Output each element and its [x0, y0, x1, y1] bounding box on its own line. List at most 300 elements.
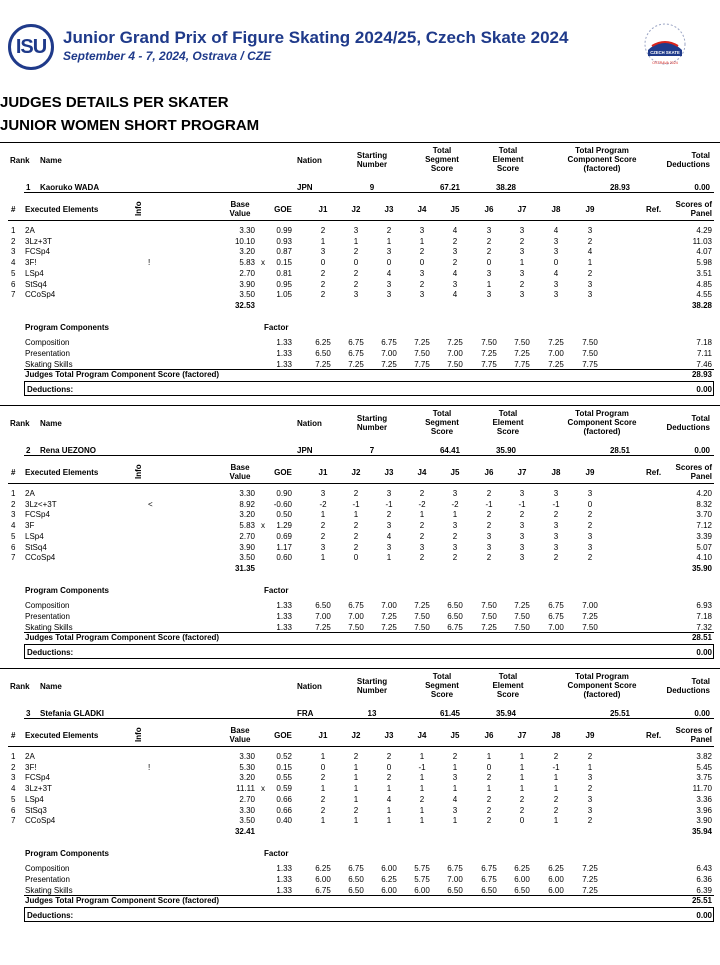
element-row: [0, 763, 720, 774]
nation-header: Nation: [297, 419, 322, 428]
element-name: 3F!: [25, 762, 37, 772]
component-name: Skating Skills: [25, 886, 73, 895]
event-subtitle: September 4 - 7, 2024, Ostrava / CZE: [63, 49, 272, 63]
judge-mark: 2: [519, 279, 525, 289]
judge-mark: 1: [452, 762, 458, 772]
judge-mark: 3: [353, 290, 359, 300]
nation-header: Nation: [297, 156, 322, 165]
judge-mark: 1: [320, 510, 326, 520]
judge-mark: 3: [452, 489, 458, 498]
judge-mark: 3: [587, 290, 593, 300]
divider: [24, 658, 714, 659]
event-logo-year: OSTRAVA 2024: [652, 61, 678, 65]
judge-mark: 3: [486, 226, 492, 235]
element-number: 1: [11, 226, 16, 235]
judge-header: J8: [551, 205, 561, 214]
base-value-header: Value: [229, 472, 251, 481]
judge-mark: 3: [386, 279, 392, 289]
judge-mark: 2: [486, 773, 492, 783]
component-name: Composition: [25, 338, 70, 347]
hash-header: #: [11, 205, 16, 214]
judge-component-mark: 7.25: [548, 360, 564, 369]
judge-mark: 0: [587, 499, 593, 509]
name-header: Name: [40, 419, 62, 428]
judge-mark: 3: [320, 489, 326, 498]
judge-header: J4: [417, 731, 427, 740]
goe-header: GOE: [274, 205, 292, 214]
element-panel-score: 4.55: [696, 290, 712, 300]
judge-mark: 1: [587, 762, 593, 772]
component-name: Composition: [25, 864, 70, 873]
tss-header: Segment: [425, 155, 459, 164]
judge-mark: 0: [320, 762, 326, 772]
goe-value: 0.50: [276, 510, 292, 520]
goe-value: 0.55: [276, 773, 292, 783]
judge-mark: 2: [353, 489, 359, 498]
judge-mark: 1: [353, 794, 359, 804]
judge-mark: 3: [386, 247, 392, 257]
tes-header: Element: [492, 418, 524, 427]
base-value-total: 32.53: [234, 301, 255, 310]
judge-mark: 4: [386, 268, 392, 278]
judge-mark: 1: [519, 773, 525, 783]
judge-mark: 2: [419, 553, 425, 563]
judge-mark: 2: [519, 236, 525, 246]
total-segment-score: 67.21: [439, 183, 460, 192]
judge-mark: 2: [419, 489, 425, 498]
judge-mark: 1: [486, 752, 492, 761]
tes-header: Score: [496, 427, 520, 436]
component-panel-score: 6.43: [696, 864, 712, 873]
element-name: StSq4: [25, 542, 47, 552]
divider: [24, 921, 714, 922]
judge-mark: 0: [320, 258, 326, 268]
pcs-header: (factored): [583, 164, 621, 173]
judge-component-mark: 7.50: [414, 349, 430, 358]
component-name: Composition: [25, 601, 70, 610]
element-score-total: 35.94: [691, 827, 712, 836]
judge-mark: 2: [486, 489, 492, 498]
judge-component-mark: 7.00: [548, 623, 564, 632]
element-info: !: [148, 258, 151, 268]
component-name: Presentation: [25, 875, 70, 884]
judge-mark: 1: [386, 784, 392, 794]
judge-mark: 3: [519, 247, 525, 257]
judge-mark: 2: [320, 805, 326, 815]
element-row: [0, 816, 720, 827]
judge-mark: 1: [419, 773, 425, 783]
ref-header: Ref.: [646, 205, 662, 214]
tss-header: Score: [430, 427, 454, 436]
element-number: 7: [11, 553, 16, 563]
component-factor: 1.33: [276, 864, 292, 873]
judge-header: J3: [384, 205, 394, 214]
pcs-total-label: Judges Total Program Component Score (factored): [25, 633, 220, 642]
judge-mark: 3: [452, 279, 458, 289]
element-panel-score: 3.51: [696, 268, 712, 278]
skater-section: [0, 403, 720, 665]
judge-component-mark: 7.50: [582, 623, 598, 632]
divider: [24, 644, 714, 645]
goe-value: 0.15: [276, 258, 292, 268]
element-row: [0, 269, 720, 280]
judge-mark: 1: [320, 236, 326, 246]
rank-header: Rank: [10, 156, 30, 165]
skater-rank: 3: [26, 709, 31, 718]
judge-component-mark: 7.25: [582, 612, 598, 621]
judge-header: J9: [585, 731, 595, 740]
judge-component-mark: 7.75: [481, 360, 497, 369]
element-number: 4: [11, 258, 16, 268]
element-number: 6: [11, 542, 16, 552]
ref-header: Ref.: [646, 731, 662, 740]
judge-mark: 4: [386, 794, 392, 804]
judge-mark: -1: [552, 762, 560, 772]
element-row: [0, 784, 720, 795]
judge-mark: 2: [452, 236, 458, 246]
judge-header: J9: [585, 468, 595, 477]
element-number: 7: [11, 290, 16, 300]
judge-mark: 1: [320, 816, 326, 826]
judge-mark: 3: [486, 290, 492, 300]
deductions-value: 0.00: [696, 385, 712, 394]
judge-mark: 3: [419, 226, 425, 235]
judge-component-mark: 7.25: [582, 886, 598, 895]
element-number: 4: [11, 784, 16, 794]
pcs-header: Total Program: [575, 409, 629, 418]
component-factor: 1.33: [276, 601, 292, 610]
base-value-total: 32.41: [234, 827, 255, 836]
divider: [24, 395, 714, 396]
component-panel-score: 6.39: [696, 886, 712, 895]
judge-mark: -1: [352, 499, 360, 509]
element-name: StSq3: [25, 805, 47, 815]
judge-mark: 2: [386, 226, 392, 235]
component-row: [0, 612, 720, 623]
goe-value: 0.66: [276, 805, 292, 815]
judge-mark: 2: [353, 752, 359, 761]
base-value: 3.90: [239, 279, 255, 289]
judge-component-mark: 6.75: [548, 612, 564, 621]
goe-value: 0.59: [276, 784, 292, 794]
judge-mark: 0: [353, 258, 359, 268]
base-value: 5.83: [239, 258, 255, 268]
program-components-header: Program Components: [25, 586, 110, 595]
element-panel-score: 7.12: [696, 521, 712, 531]
judge-component-mark: 7.25: [548, 338, 564, 347]
divider: [24, 381, 714, 382]
judge-component-mark: 7.00: [315, 612, 331, 621]
tss-header: Total: [432, 146, 452, 155]
base-value-header: Value: [229, 209, 251, 218]
total-pcs: 25.51: [609, 709, 630, 718]
judge-mark: 2: [587, 236, 593, 246]
judge-mark: 3: [587, 226, 593, 235]
program-components-header: Program Components: [25, 323, 110, 332]
element-panel-score: 11.03: [692, 236, 712, 246]
judge-mark: 3: [452, 521, 458, 531]
hash-header: #: [11, 731, 16, 740]
judge-component-mark: 6.50: [348, 875, 364, 884]
element-name: LSp4: [25, 268, 44, 278]
base-value-total: 31.35: [234, 564, 255, 573]
judge-component-mark: 6.75: [348, 349, 364, 358]
component-row: [0, 338, 720, 349]
element-name: 3F: [25, 521, 35, 531]
judge-header: J7: [517, 205, 527, 214]
judge-mark: 3: [452, 542, 458, 552]
tss-header: Total: [432, 409, 452, 418]
judge-component-mark: 7.25: [414, 601, 430, 610]
judge-mark: 1: [386, 805, 392, 815]
element-row: [0, 226, 720, 237]
judge-component-mark: 7.25: [414, 338, 430, 347]
judge-mark: 3: [519, 531, 525, 541]
skater-name: Rena UEZONO: [40, 446, 97, 455]
judge-mark: 1: [353, 510, 359, 520]
divider: [24, 192, 714, 193]
scores-of-panel-header: Scores of: [675, 726, 712, 735]
pcs-header: Component Score: [567, 418, 637, 427]
component-factor: 1.33: [276, 612, 292, 621]
divider: [713, 644, 714, 659]
goe-value: 0.90: [276, 489, 292, 498]
divider: [24, 718, 714, 719]
judge-mark: 1: [519, 784, 525, 794]
judge-mark: 1: [553, 816, 559, 826]
judge-mark: 1: [452, 816, 458, 826]
total-element-score: 38.28: [495, 183, 516, 192]
divider: [0, 405, 720, 406]
skater-name: Stefania GLADKI: [40, 709, 105, 718]
judge-mark: 2: [419, 794, 425, 804]
divider: [24, 907, 714, 908]
judge-mark: 1: [419, 752, 425, 761]
judge-mark: -2: [418, 499, 426, 509]
judge-component-mark: 6.25: [315, 864, 331, 873]
pcs-header: Total Program: [575, 146, 629, 155]
base-value: 8.92: [239, 499, 255, 509]
judge-mark: 3: [519, 226, 525, 235]
judge-mark: 2: [452, 258, 458, 268]
element-panel-score: 3.70: [696, 510, 712, 520]
tes-header: Element: [492, 155, 524, 164]
judge-mark: 3: [452, 247, 458, 257]
component-panel-score: 7.18: [696, 612, 712, 621]
judge-component-mark: 7.25: [481, 623, 497, 632]
skater-rank: 2: [26, 446, 31, 455]
judge-component-mark: 7.00: [381, 349, 397, 358]
element-number: 5: [11, 531, 16, 541]
judge-component-mark: 7.25: [348, 360, 364, 369]
element-panel-score: 3.96: [696, 805, 712, 815]
name-header: Name: [40, 156, 62, 165]
element-name: LSp4: [25, 794, 44, 804]
base-value: 3.30: [239, 226, 255, 235]
judge-component-mark: 7.50: [447, 360, 463, 369]
executed-elements-header: Executed Elements: [25, 205, 99, 214]
judge-mark: 1: [519, 258, 525, 268]
judge-mark: 4: [452, 794, 458, 804]
judge-component-mark: 7.50: [514, 338, 530, 347]
judge-mark: 1: [587, 258, 593, 268]
component-factor: 1.33: [276, 623, 292, 632]
judge-header: J5: [450, 731, 460, 740]
component-panel-score: 6.36: [696, 875, 712, 884]
base-value-header: Base: [230, 726, 250, 735]
starting-number-header: Number: [356, 423, 388, 432]
base-value: 3.20: [239, 773, 255, 783]
judge-component-mark: 7.25: [381, 612, 397, 621]
element-panel-score: 4.29: [696, 226, 712, 235]
czech-skate-logo-icon: [640, 20, 690, 70]
element-name: FCSp4: [25, 510, 50, 520]
base-value-header: Base: [230, 200, 250, 209]
deductions-header: Deductions: [666, 686, 710, 695]
deductions-header: Total: [691, 151, 710, 160]
judge-header: J9: [585, 205, 595, 214]
element-panel-score: 4.85: [696, 279, 712, 289]
judge-mark: 3: [419, 542, 425, 552]
judge-mark: 1: [320, 553, 326, 563]
deductions-header: Total: [691, 677, 710, 686]
judge-component-mark: 7.00: [447, 349, 463, 358]
judge-component-mark: 7.50: [348, 623, 364, 632]
judge-mark: 2: [353, 247, 359, 257]
judge-mark: 2: [386, 510, 392, 520]
page-subtitle: JUNIOR WOMEN SHORT PROGRAM: [0, 117, 260, 134]
judge-mark: 1: [353, 236, 359, 246]
pcs-total-label: Judges Total Program Component Score (factored): [25, 370, 220, 379]
judge-mark: 2: [587, 521, 593, 531]
element-panel-score: 3.90: [696, 816, 712, 826]
judge-mark: 2: [486, 521, 492, 531]
judge-header: J7: [517, 468, 527, 477]
judge-component-mark: 6.50: [315, 349, 331, 358]
element-row: [0, 806, 720, 817]
deductions-value: 0.00: [696, 648, 712, 657]
judge-mark: 2: [553, 510, 559, 520]
judge-component-mark: 6.75: [548, 601, 564, 610]
divider: [24, 455, 714, 456]
judge-header: J8: [551, 468, 561, 477]
judge-mark: 1: [486, 279, 492, 289]
element-name: 3Lz+3T: [25, 236, 52, 246]
judge-mark: 2: [419, 521, 425, 531]
element-panel-score: 4.20: [696, 489, 712, 498]
judge-component-mark: 6.50: [481, 886, 497, 895]
judge-mark: 3: [553, 290, 559, 300]
element-panel-score: 4.07: [696, 247, 712, 257]
component-row: [0, 864, 720, 875]
base-value: 5.83: [239, 521, 255, 531]
judge-component-mark: 7.50: [582, 349, 598, 358]
element-number: 2: [11, 499, 16, 509]
judge-mark: -1: [518, 499, 526, 509]
judge-mark: 3: [386, 521, 392, 531]
base-value: 2.70: [239, 531, 255, 541]
pcs-header: (factored): [583, 690, 621, 699]
judge-mark: 3: [519, 521, 525, 531]
element-name: 2A: [25, 226, 35, 235]
judge-mark: 2: [553, 794, 559, 804]
component-row: [0, 349, 720, 360]
judge-header: J4: [417, 468, 427, 477]
element-name: CCoSp4: [25, 816, 56, 826]
goe-value: 0.99: [276, 226, 292, 235]
judge-mark: 1: [353, 816, 359, 826]
judge-mark: 3: [419, 290, 425, 300]
element-panel-score: 5.98: [696, 258, 712, 268]
judge-mark: 2: [452, 531, 458, 541]
skater-nation: FRA: [297, 709, 314, 718]
tss-header: Segment: [425, 681, 459, 690]
judge-component-mark: 7.00: [447, 875, 463, 884]
goe-value: 0.52: [276, 752, 292, 761]
judge-mark: 2: [486, 816, 492, 826]
judge-mark: -1: [485, 499, 493, 509]
deductions-label: Deductions:: [27, 648, 74, 657]
divider: [8, 483, 714, 484]
element-number: 1: [11, 489, 16, 498]
judge-mark: 2: [452, 553, 458, 563]
component-name: Presentation: [25, 349, 70, 358]
judge-mark: 2: [353, 805, 359, 815]
judge-mark: 1: [553, 784, 559, 794]
element-number: 3: [11, 773, 16, 783]
bonus-marker: x: [261, 258, 265, 268]
judge-mark: 0: [519, 816, 525, 826]
element-name: 2A: [25, 752, 35, 761]
judge-mark: 1: [486, 784, 492, 794]
event-logo-text: CZECH SKATE: [650, 50, 680, 55]
judge-mark: 2: [320, 521, 326, 531]
element-panel-score: 4.10: [696, 553, 712, 563]
element-row: [0, 247, 720, 258]
divider: [713, 907, 714, 922]
judge-component-mark: 7.75: [414, 360, 430, 369]
element-number: 2: [11, 236, 16, 246]
element-number: 6: [11, 805, 16, 815]
judge-header: J6: [484, 205, 494, 214]
starting-number-header: Number: [356, 160, 388, 169]
info-header: Info: [134, 727, 143, 742]
judge-mark: 3: [587, 773, 593, 783]
judge-mark: 2: [452, 752, 458, 761]
element-row: [0, 510, 720, 521]
judge-component-mark: 7.25: [381, 623, 397, 632]
judge-mark: -1: [418, 762, 426, 772]
element-panel-score: 3.82: [696, 752, 712, 761]
judge-mark: 2: [486, 794, 492, 804]
element-row: [0, 290, 720, 301]
judge-header: J2: [351, 468, 361, 477]
judge-mark: 3: [587, 489, 593, 498]
judge-component-mark: 7.00: [348, 612, 364, 621]
base-value: 3.50: [239, 290, 255, 300]
judge-mark: 2: [353, 279, 359, 289]
judge-mark: 0: [386, 762, 392, 772]
element-row: [0, 258, 720, 269]
component-panel-score: 7.11: [697, 349, 712, 358]
component-factor: 1.33: [276, 875, 292, 884]
divider: [0, 668, 720, 669]
judge-mark: 0: [486, 762, 492, 772]
judge-mark: 3: [587, 279, 593, 289]
element-name: 2A: [25, 489, 35, 498]
tes-header: Total: [498, 409, 518, 418]
judge-mark: 0: [553, 258, 559, 268]
